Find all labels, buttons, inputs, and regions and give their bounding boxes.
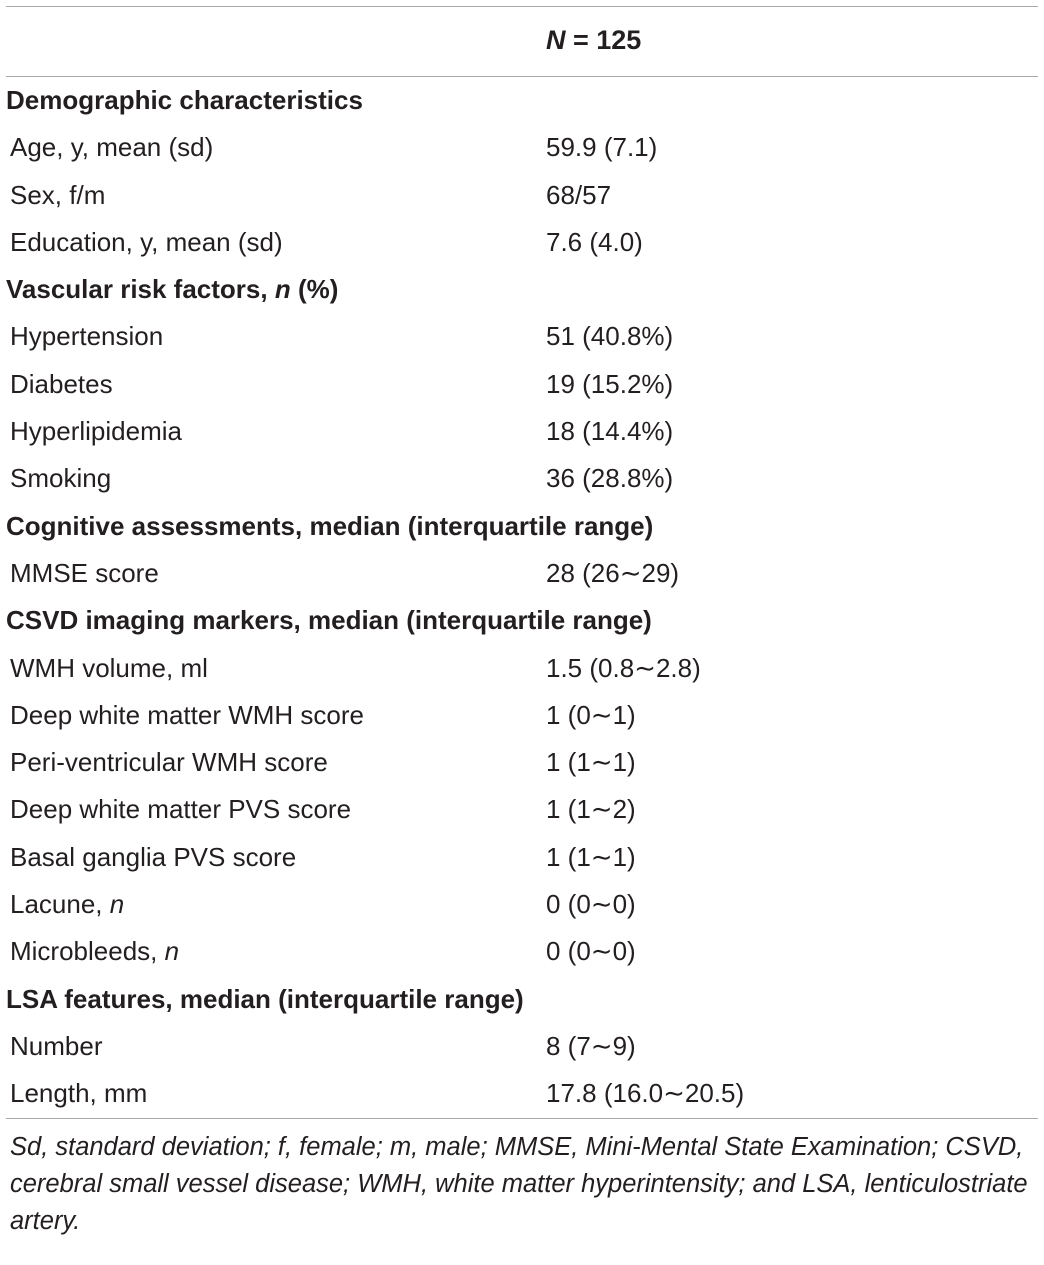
table-row [6,692,1038,739]
row-label: Hyperlipidemia [10,416,182,447]
row-label: Hypertension [10,321,164,352]
row-label: Deep white matter PVS score [10,794,352,825]
row-label: Sex, f/m [10,179,106,210]
row-label: WMH volume, ml [10,652,208,683]
table-row [6,550,1038,597]
row-value: 28 (26∼29) [546,557,680,588]
row-value: 1 (1∼1) [546,747,636,778]
section-header-row [6,503,1038,550]
table-row [6,1070,1038,1117]
row-value: 0 (0∼0) [546,936,636,967]
table-body [6,77,1038,1118]
table-row [6,645,1038,692]
table-row [6,455,1038,502]
row-value: 1 (1∼1) [546,841,636,872]
row-label: Deep white matter WMH score [10,699,364,730]
row-value: 19 (15.2%) [546,368,674,399]
row-value: 59.9 (7.1) [546,132,658,163]
table-row [6,834,1038,881]
section-title: Cognitive assessments, median (interquartile range) [6,510,654,541]
row-value: 8 (7∼9) [546,1030,636,1061]
table-header-row [6,7,1038,76]
row-label: Number [10,1030,103,1061]
section-header-row [6,976,1038,1023]
row-value: 18 (14.4%) [546,416,674,447]
row-label: Peri-ventricular WMH score [10,747,328,778]
row-label: Length, mm [10,1078,148,1109]
table-row [6,1023,1038,1070]
characteristics-table [6,6,1038,1240]
table-row [6,361,1038,408]
section-title: LSA features, median (interquartile range) [6,983,524,1014]
table-row [6,739,1038,786]
column-header-n: N = 125 [546,25,642,55]
section-header-row [6,266,1038,313]
section-header-row [6,77,1038,124]
row-label: Education, y, mean (sd) [10,226,283,257]
table-row [6,881,1038,928]
row-label: Age, y, mean (sd) [10,132,214,163]
section-header-row [6,597,1038,644]
row-value: 36 (28.8%) [546,463,674,494]
table-row [6,219,1038,266]
row-value: 17.8 (16.0∼20.5) [546,1078,745,1109]
table-row [6,786,1038,833]
table-footnote: Sd, standard deviation; f, female; m, male; MMSE, Mini-Mental State Examination; CSVD, cerebral small vessel disease; WMH, white matter hyperintensity; and LSA, lenticulostriate artery. [10,1132,1028,1235]
table-row [6,313,1038,360]
section-title: Demographic characteristics [6,85,363,115]
row-value: 1 (0∼1) [546,699,636,730]
row-label: Diabetes [10,368,113,399]
row-value: 1 (1∼2) [546,794,636,825]
section-title: Vascular risk factors, n (%) [6,274,339,305]
row-value: 1.5 (0.8∼2.8) [546,652,701,683]
row-label: Smoking [10,463,112,494]
row-value: 0 (0∼0) [546,889,636,920]
row-label: MMSE score [10,557,159,588]
table-row [6,408,1038,455]
row-value: 51 (40.8%) [546,321,674,352]
table-row [6,928,1038,975]
row-label: Basal ganglia PVS score [10,841,297,872]
table-row [6,172,1038,219]
row-value: 7.6 (4.0) [546,226,643,257]
row-label: Microbleeds, n [10,936,180,967]
row-value: 68/57 [546,179,612,210]
row-label: Lacune, n [10,889,125,920]
table-row [6,124,1038,171]
section-title: CSVD imaging markers, median (interquartile range) [6,605,652,636]
